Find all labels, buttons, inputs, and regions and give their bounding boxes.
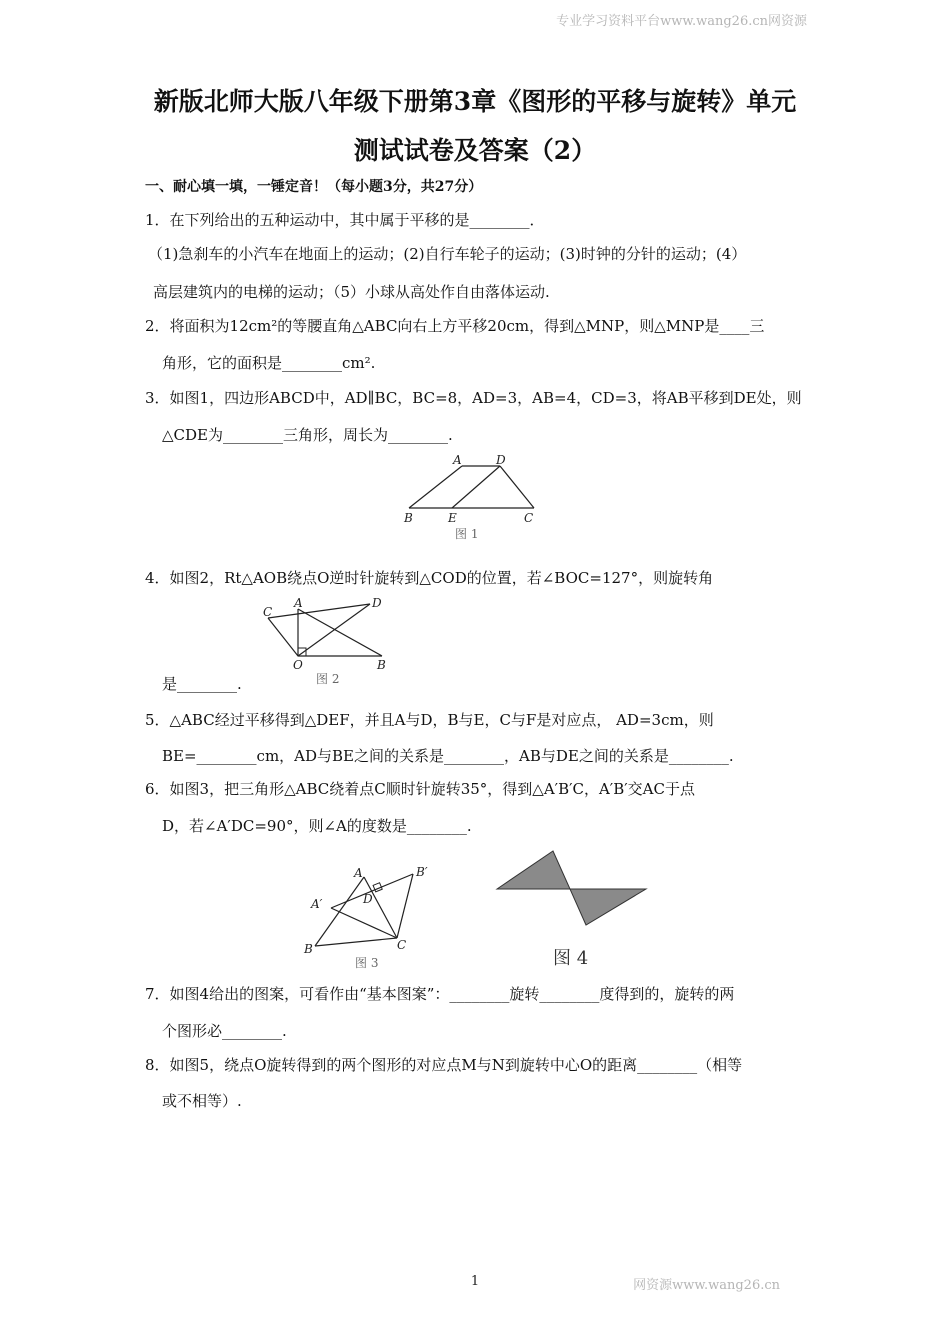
fig2-label-b: B <box>377 658 386 672</box>
figure-2 <box>258 593 398 691</box>
fig2-label-a: A <box>294 596 303 610</box>
fig3-label-b-prime: B′ <box>416 865 428 879</box>
figure-1 <box>395 450 545 545</box>
page-number: 1 <box>470 1274 480 1289</box>
fig1-label-c: C <box>524 511 534 525</box>
fig4-upper-triangle <box>497 851 570 889</box>
fig3-label-d: D <box>363 892 373 906</box>
question-3-line-2: △CDE为________三角形，周长为________. <box>162 426 453 444</box>
fig1-label-a: A <box>453 453 462 467</box>
fig3-label-c: C <box>397 938 407 952</box>
question-2-line-2: 角形，它的面积是________cm². <box>162 354 376 372</box>
question-7-line-1: 7．如图4给出的图案，可看作由“基本图案”：________旋转________度得到的，旋转的两 <box>145 985 735 1003</box>
page-title-line-1: 新版北师大版八年级下册第3章《图形的平移与旋转》单元 <box>153 87 797 116</box>
question-3-line-1: 3．如图1，四边形ABCD中，AD∥BC，BC=8，AD=3，AB=4，CD=3，将AB平移到DE处，则 <box>145 389 802 407</box>
section-heading: 一、耐心填一填，一锤定音！（每小题3分，共27分） <box>145 179 483 195</box>
question-8-line-1: 8．如图5，绕点O旋转得到的两个图形的对应点M与N到旋转中心O的距离________（相等 <box>145 1056 743 1074</box>
fig3-label-b: B <box>304 942 313 956</box>
header-watermark: 专业学习资料平台www.wang26.cn网资源 <box>556 14 807 29</box>
footer-watermark: 网资源www.wang26.cn <box>633 1278 780 1293</box>
question-2-line-1: 2．将面积为12cm²的等腰直角△ABC向右上方平移20cm，得到△MNP，则△MNP是____三 <box>145 317 765 335</box>
fig4-lower-triangle <box>570 889 646 925</box>
question-1-line-3: 高层建筑内的电梯的运动；（5）小球从高处作自由落体运动. <box>153 283 550 301</box>
fig1-label-e: E <box>448 511 457 525</box>
figure-3 <box>300 860 440 972</box>
fig2-caption: 图 2 <box>316 672 340 686</box>
fig2-label-d: D <box>372 596 382 610</box>
fig1-caption: 图 1 <box>455 527 479 541</box>
fig2-label-o: O <box>293 658 303 672</box>
question-5-line-1: 5．△ABC经过平移得到△DEF，并且A与D，B与E，C与F是对应点， AD=3cm，则 <box>145 711 714 729</box>
question-4-line-1: 4．如图2，Rt△AOB绕点O逆时针旋转到△COD的位置，若∠BOC=127°，则旋转角 <box>145 569 714 587</box>
fig3-label-a-prime: A′ <box>311 897 323 911</box>
figure-4 <box>490 845 655 970</box>
fig4-caption: 图 4 <box>553 948 589 969</box>
page-title-line-2: 测试试卷及答案（2） <box>353 136 597 165</box>
fig1-label-b: B <box>404 511 413 525</box>
question-1-line-1: 1．在下列给出的五种运动中，其中属于平移的是________． <box>145 211 545 229</box>
question-4-line-2: 是________. <box>162 675 242 693</box>
fig3-label-a: A <box>354 866 363 880</box>
question-1-line-2: （1)急刹车的小汽车在地面上的运动；(2)自行车轮子的运动；(3)时钟的分针的运动；(4） <box>148 245 747 263</box>
question-6-line-2: D，若∠A′DC=90°，则∠A的度数是________. <box>162 817 472 835</box>
question-6-line-1: 6．如图3，把三角形△ABC绕着点C顺时针旋转35°，得到△A′B′C，A′B′交AC于点 <box>145 780 695 798</box>
question-5-line-2: BE=________cm，AD与BE之间的关系是________，AB与DE之间的关系是________. <box>162 747 734 765</box>
question-7-line-2: 个图形必________. <box>162 1022 287 1040</box>
fig1-label-d: D <box>496 453 506 467</box>
question-8-line-2: 或不相等）. <box>162 1092 242 1110</box>
fig3-caption: 图 3 <box>355 956 379 970</box>
fig2-label-c: C <box>263 605 273 619</box>
